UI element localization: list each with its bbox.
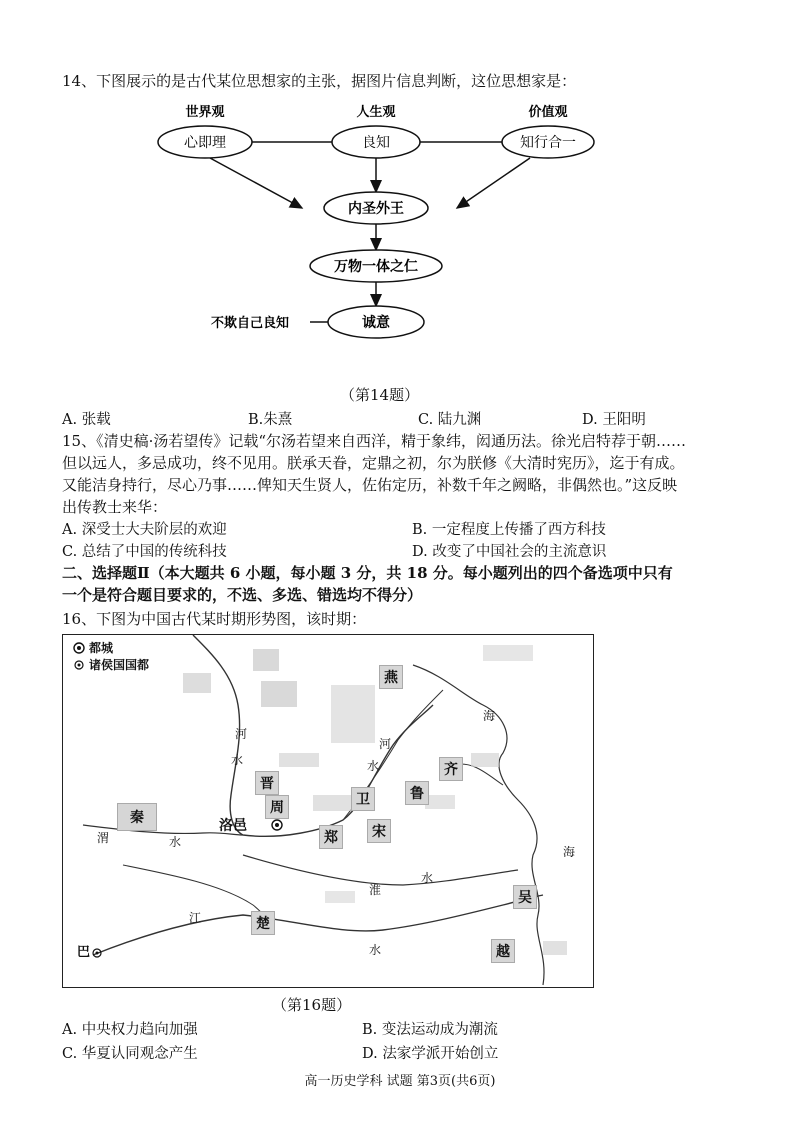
- arrow: [210, 158, 302, 208]
- sea-label: 海: [563, 845, 576, 859]
- node-lower: 万物一体之仁: [334, 259, 418, 275]
- q14-option-b[interactable]: B.朱熹: [248, 412, 293, 428]
- q16-caption: （第16题）: [272, 996, 352, 1014]
- state-chu: 楚: [251, 911, 275, 935]
- state-lu: 鲁: [405, 781, 429, 805]
- river-label: 淮: [369, 883, 382, 897]
- state-yan: 燕: [379, 665, 403, 689]
- section2-heading-line-2: 一个是符合题目要求的，不选、多选、错选均不得分）: [62, 586, 423, 604]
- state-wu: 吴: [513, 885, 537, 909]
- q16-option-a[interactable]: A. 中央权力趋向加强: [62, 1022, 198, 1038]
- q14-option-a[interactable]: A. 张载: [62, 412, 111, 428]
- q15-line-4: 出传教士来华：: [62, 498, 168, 516]
- header-lifeview: 人生观: [356, 105, 396, 120]
- q15-line-1: 15、《清史稿·汤若望传》记载“尔汤若望来自西洋，精于象纬，闳通历法。徐光启特荐于朝……: [62, 432, 687, 450]
- q15-line-3: 又能洁身持行，尽心乃事……俾知天生贤人，佐佑定历，补数千年之阙略，非偶然也。”这反映: [62, 476, 678, 494]
- state-yue: 越: [491, 939, 515, 963]
- node-bottom: 诚意: [362, 315, 390, 331]
- state-zheng: 郑: [319, 825, 343, 849]
- q14-concept-diagram: [150, 100, 620, 350]
- state-wei: 卫: [351, 787, 375, 811]
- river-label: 河: [379, 737, 392, 751]
- section2-heading-line-1: 二、选择题Ⅱ（本大题共 6 小题，每小题 3 分，共 18 分。每小题列出的四个备选项中只有: [62, 564, 673, 582]
- q14-stem: 14、下图展示的是古代某位思想家的主张，据图片信息判断，这位思想家是：: [62, 72, 577, 90]
- river-label: 江: [189, 911, 202, 925]
- river-label: 渭: [97, 831, 110, 845]
- state-song: 宋: [367, 819, 391, 843]
- node-right: 知行合一: [520, 135, 576, 151]
- state-qin: 秦: [117, 803, 157, 831]
- header-valueview: 价值观: [528, 105, 568, 120]
- state-jin: 晋: [255, 771, 279, 795]
- q15-line-2: 但以远人，多忌成功，终不见用。朕承天眷，定鼎之初，尔为朕修《大清时宪历》，迄于有成。: [62, 454, 685, 472]
- river-label: 水: [421, 871, 434, 885]
- q15-option-b[interactable]: B. 一定程度上传播了西方科技: [412, 522, 606, 538]
- node-mid: 内圣外王: [348, 201, 404, 217]
- legend-capital: 都城: [89, 641, 114, 655]
- river-label: 水: [369, 943, 382, 957]
- q14-caption: （第14题）: [340, 386, 420, 404]
- state-zhou: 周: [265, 795, 289, 819]
- node-left: 心即理: [184, 135, 226, 151]
- q15-option-c[interactable]: C. 总结了中国的传统科技: [62, 544, 227, 560]
- header-worldview: 世界观: [185, 105, 225, 120]
- side-label: 不欺自己良知: [210, 316, 290, 331]
- q16-option-c[interactable]: C. 华夏认同观念产生: [62, 1046, 198, 1062]
- sea-label: 海: [483, 709, 496, 723]
- arrow: [457, 158, 530, 208]
- state-qi: 齐: [439, 757, 463, 781]
- node-center: 良知: [362, 135, 390, 151]
- river-label: 水: [231, 753, 244, 767]
- q16-option-b[interactable]: B. 变法运动成为潮流: [362, 1022, 498, 1038]
- q16-map: [62, 634, 594, 988]
- q15-option-d[interactable]: D. 改变了中国社会的主流意识: [412, 544, 607, 560]
- legend-vassal-capital: 诸侯国国都: [89, 658, 150, 672]
- q14-option-d[interactable]: D. 王阳明: [582, 412, 646, 428]
- ba-label: 巴: [77, 945, 91, 960]
- river-label: 水: [367, 759, 380, 773]
- capital-luoyi-label: 洛邑: [219, 818, 247, 834]
- q14-option-c[interactable]: C. 陆九渊: [418, 412, 482, 428]
- river-label: 水: [169, 835, 182, 849]
- q16-option-d[interactable]: D. 法家学派开始创立: [362, 1046, 499, 1062]
- page-footer: 高一历史学科 试题 第3页(共6页): [304, 1074, 496, 1089]
- q15-option-a[interactable]: A. 深受士大夫阶层的欢迎: [62, 522, 227, 538]
- q16-stem: 16、下图为中国古代某时期形势图，该时期：: [62, 610, 367, 628]
- river-label: 河: [235, 727, 248, 741]
